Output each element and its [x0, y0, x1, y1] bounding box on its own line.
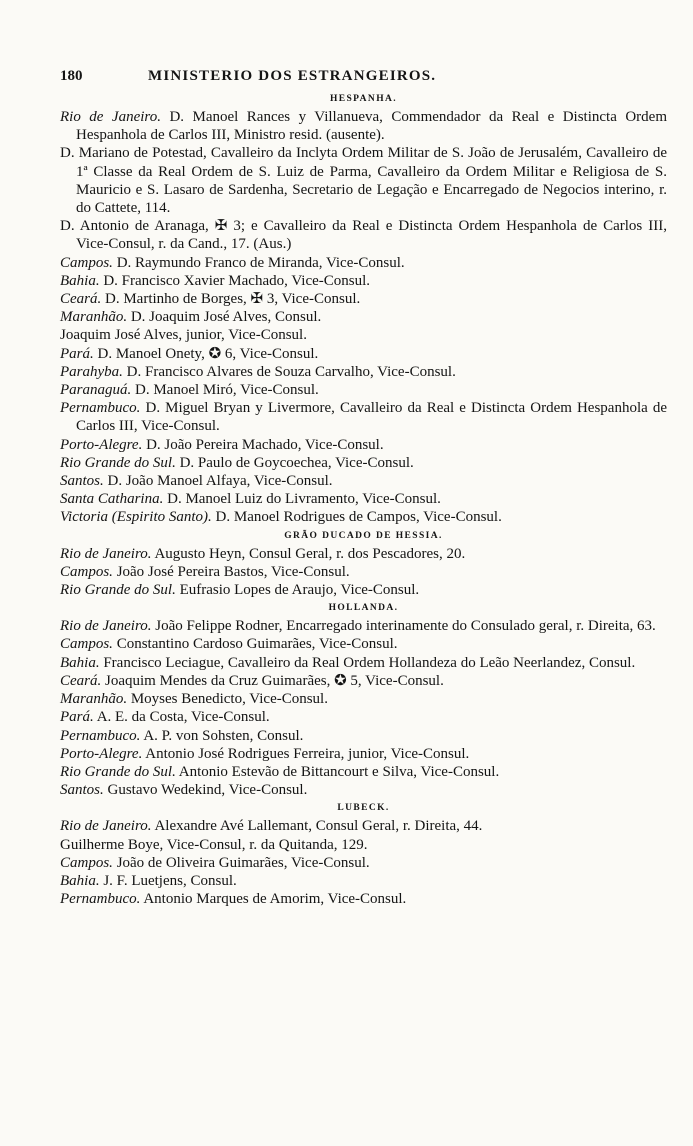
section-heading: GRÃO DUCADO DE HESSIA.	[284, 530, 443, 541]
country-section	[60, 528, 667, 600]
directory-entry	[60, 454, 667, 472]
entry-text: D. Manoel Onety, ✪ 6, Vice-Consul.	[97, 345, 319, 362]
directory-entry	[60, 872, 667, 890]
directory-entry	[60, 308, 667, 344]
directory-entry	[60, 108, 667, 254]
entry-text: D. Paulo de Goycoechea, Vice-Consul.	[179, 454, 414, 471]
entry-text: D. João Manoel Alfaya, Vice-Consul.	[107, 473, 333, 490]
entry-location: Porto-Alegre.	[60, 436, 143, 453]
entry-text: João Felippe Rodner, Encarregado interinamente do Consulado geral, r. Direita, 63.	[155, 618, 656, 635]
entry-text: João de Oliveira Guimarães, Vice-Consul.	[116, 854, 370, 871]
entry-text: Moyses Benedicto, Vice-Consul.	[130, 691, 328, 708]
directory-entry	[60, 654, 667, 672]
entry-location: Pará.	[60, 345, 94, 362]
directory-entry	[60, 272, 667, 290]
directory-entry	[60, 690, 667, 708]
directory-entry	[60, 727, 667, 745]
directory-entry	[60, 545, 667, 563]
directory-content	[60, 91, 667, 908]
entry-location: Ceará.	[60, 672, 102, 689]
directory-entry	[60, 581, 667, 599]
country-section	[60, 91, 667, 527]
page-number: 180	[60, 68, 83, 84]
entry-location: Bahia.	[60, 872, 100, 889]
page-header	[60, 60, 667, 90]
directory-entry	[60, 817, 667, 853]
entry-text: J. F. Luetjens, Consul.	[103, 872, 237, 889]
running-title: MINISTERIO DOS ESTRANGEIROS.	[148, 68, 437, 84]
entry-location: Campos.	[60, 854, 113, 871]
entry-text: Antonio Estevão de Bittancourt e Silva, Vice-Consul.	[178, 763, 500, 780]
entry-location: Maranhão.	[60, 309, 128, 326]
entry-location: Pará.	[60, 709, 94, 726]
entry-text: D. Manoel Rances y Villanueva, Commendador da Real e Distincta Ordem Hespanhola de Carlos III, Ministro resid. (ausente).	[76, 109, 668, 144]
country-section	[60, 800, 667, 908]
entry-location: Victoria (Espirito Santo).	[60, 509, 212, 526]
directory-entry	[60, 436, 667, 454]
entry-location: Pernambuco.	[60, 891, 141, 908]
directory-entry	[60, 563, 667, 581]
entry-location: Paranaguá.	[60, 382, 132, 399]
entry-location: Pernambuco.	[60, 727, 141, 744]
entry-location: Santos.	[60, 782, 104, 799]
directory-entry	[60, 781, 667, 799]
entry-location: Campos.	[60, 563, 113, 580]
entry-location: Parahyba.	[60, 363, 123, 380]
entry-sub-line: Guilherme Boye, Vice-Consul, r. da Quitanda, 129.	[60, 836, 368, 853]
entry-text: A. P. von Sohsten, Consul.	[143, 727, 304, 744]
entry-text: Joaquim Mendes da Cruz Guimarães, ✪ 5, Vice-Consul.	[105, 672, 444, 689]
entry-location: Rio de Janeiro.	[60, 545, 152, 562]
entry-location: Santos.	[60, 473, 104, 490]
entry-text: A. E. da Costa, Vice-Consul.	[96, 709, 270, 726]
directory-entry	[60, 290, 667, 308]
entry-location: Rio de Janeiro.	[60, 818, 152, 835]
section-heading: LUBECK.	[337, 803, 390, 814]
entry-text: D. Manoel Luiz do Livramento, Vice-Consul.	[167, 491, 441, 508]
directory-entry	[60, 363, 667, 381]
entry-text: Antonio Marques de Amorim, Vice-Consul.	[143, 891, 407, 908]
directory-entry	[60, 617, 667, 635]
entry-text: João José Pereira Bastos, Vice-Consul.	[116, 563, 350, 580]
entry-location: Campos.	[60, 636, 113, 653]
entry-text: D. Francisco Xavier Machado, Vice-Consul.	[103, 272, 371, 289]
directory-entry	[60, 672, 667, 690]
entry-text: D. Miguel Bryan y Livermore, Cavalleiro da Real e Distincta Ordem Hespanhola de Carlos III, Vice-Consul.	[76, 400, 667, 435]
entry-location: Pernambuco.	[60, 400, 141, 417]
entry-text: D. Raymundo Franco de Miranda, Vice-Consul.	[116, 254, 405, 271]
section-heading: HESPANHA.	[329, 94, 398, 104]
entry-text: D. Manoel Rodrigues de Campos, Vice-Consul.	[215, 509, 502, 526]
entry-location: Rio de Janeiro.	[60, 618, 152, 635]
entry-text: Alexandre Avé Lallemant, Consul Geral, r. Direita, 44.	[154, 818, 483, 835]
section-heading: HOLLANDA.	[328, 603, 399, 614]
entry-location: Bahia.	[60, 654, 100, 671]
entry-sub-line: D. Antonio de Aranaga, ✠ 3; e Cavalleiro da Real e Distincta Ordem Hespanhola de Carlos III, Vice-Consul, r. da Cand., 17. (Aus.)	[60, 218, 667, 253]
entry-text: D. Manoel Miró, Vice-Consul.	[135, 382, 319, 399]
entry-location: Bahia.	[60, 272, 100, 289]
directory-entry	[60, 745, 667, 763]
directory-entry	[60, 254, 667, 272]
entry-location: Santa Catharina.	[60, 491, 164, 508]
directory-entry	[60, 763, 667, 781]
entry-text: D. Francisco Alvares de Souza Carvalho, Vice-Consul.	[126, 363, 456, 380]
entry-location: Rio Grande do Sul.	[60, 763, 176, 780]
entry-text: Eufrasio Lopes de Araujo, Vice-Consul.	[179, 582, 420, 599]
entry-text: Constantino Cardoso Guimarães, Vice-Consul.	[116, 636, 398, 653]
directory-entry	[60, 472, 667, 490]
directory-entry	[60, 708, 667, 726]
directory-entry	[60, 381, 667, 399]
entry-text: Antonio José Rodrigues Ferreira, junior, Vice-Consul.	[145, 745, 470, 762]
entry-sub-line: Joaquim José Alves, junior, Vice-Consul.	[60, 327, 307, 344]
country-section	[60, 600, 667, 799]
entry-location: Campos.	[60, 254, 113, 271]
directory-entry	[60, 399, 667, 435]
entry-location: Rio de Janeiro.	[60, 109, 161, 125]
entry-location: Ceará.	[60, 291, 102, 308]
entry-location: Maranhão.	[60, 691, 128, 708]
directory-entry	[60, 508, 667, 526]
entry-text: Gustavo Wedekind, Vice-Consul.	[107, 782, 308, 799]
directory-entry	[60, 345, 667, 363]
entry-text: D. Joaquim José Alves, Consul.	[130, 309, 322, 326]
entry-location: Rio Grande do Sul.	[60, 454, 176, 471]
entry-location: Rio Grande do Sul.	[60, 582, 176, 599]
entry-text: Augusto Heyn, Consul Geral, r. dos Pescadores, 20.	[154, 545, 466, 562]
entry-sub-line: D. Mariano de Potestad, Cavalleiro da Inclyta Ordem Militar de S. João de Jerusalém, Cavalleiro de 1ª Classe da Real Ordem de S. Luiz de Parma, Cavalleiro da Ordem Militar e Religiosa de S. Mauricio e S. Lasaro de Sardenha, Secretario de Legação e Encarregado de Negocios interino, r. do Cattete, 114.	[60, 145, 667, 217]
entry-text: Francisco Leciague, Cavalleiro da Real Ordem Hollandeza do Leão Neerlandez, Consul.	[103, 654, 636, 671]
directory-entry	[60, 854, 667, 872]
directory-entry	[60, 890, 667, 908]
entry-text: D. João Pereira Machado, Vice-Consul.	[146, 436, 384, 453]
entry-location: Porto-Alegre.	[60, 745, 143, 762]
directory-entry	[60, 490, 667, 508]
entry-text: D. Martinho de Borges, ✠ 3, Vice-Consul.	[105, 291, 361, 308]
directory-entry	[60, 635, 667, 653]
